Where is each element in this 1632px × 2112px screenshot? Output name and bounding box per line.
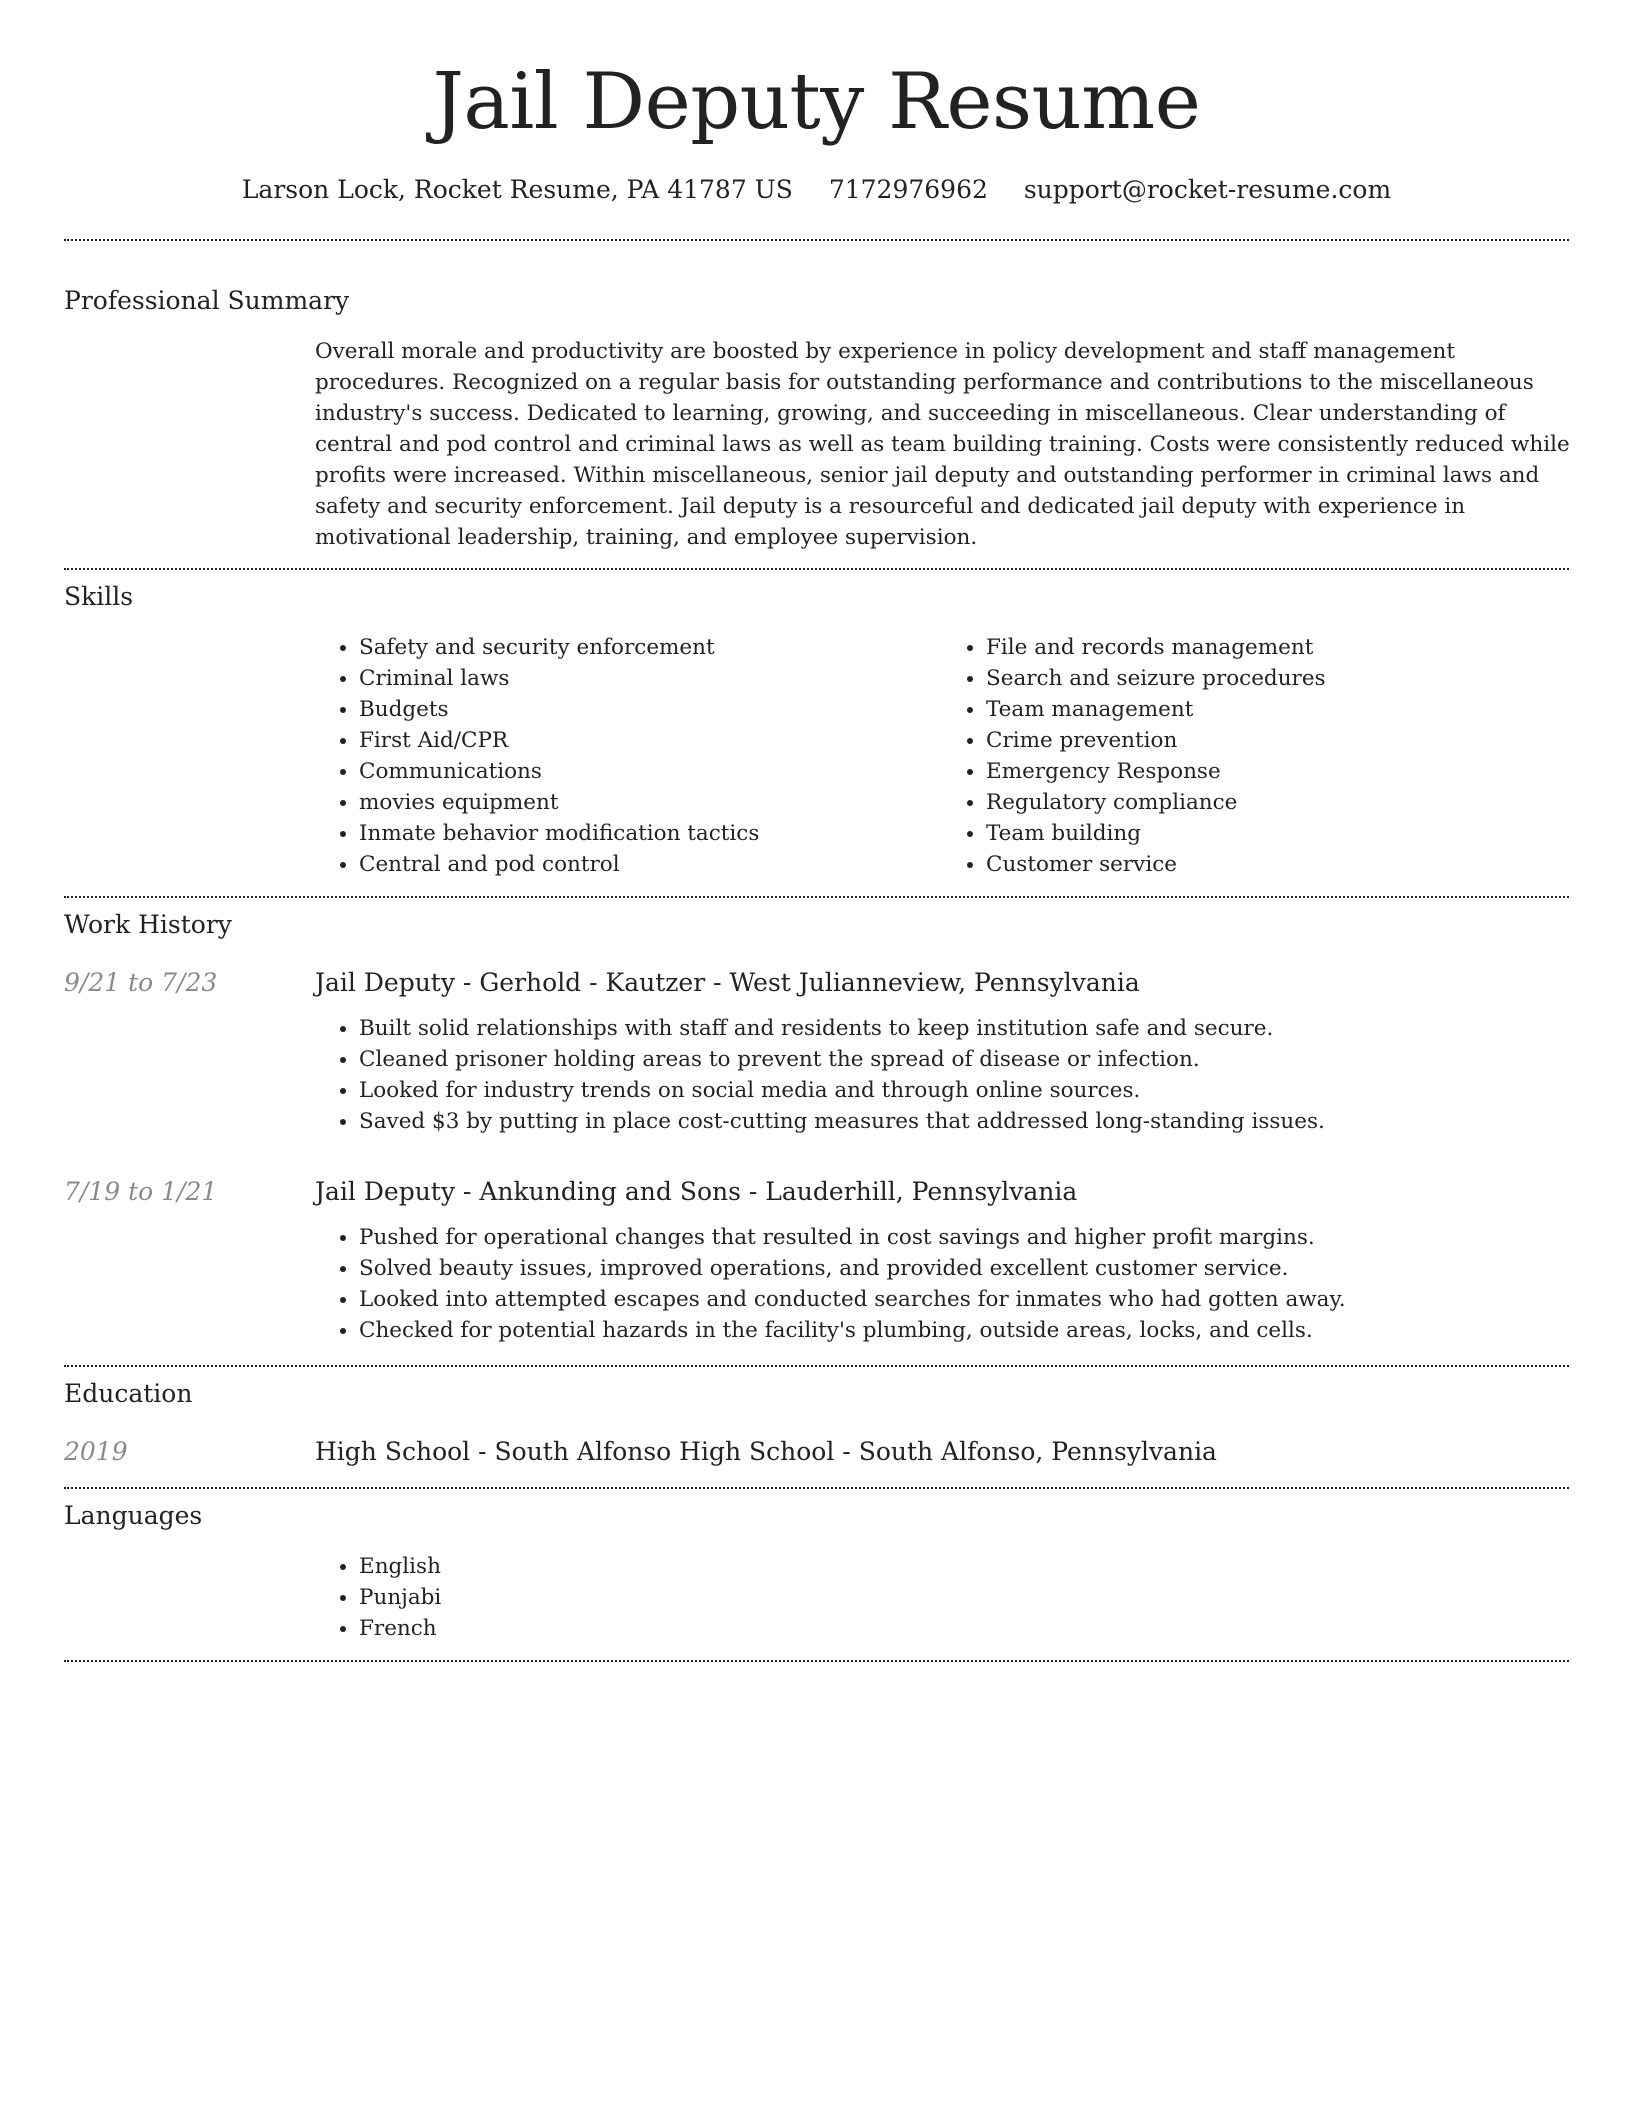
skill-item: • movies equipment <box>359 787 942 818</box>
language-item: • French <box>359 1613 1569 1644</box>
summary-section <box>64 241 1569 553</box>
work-bullet: • Cleaned prisoner holding areas to prevent the spread of disease or infection. <box>359 1044 1569 1075</box>
education-title: High School - South Alfonso High School - South Alfonso, Pennsylvania <box>315 1437 1217 1466</box>
language-item: • Punjabi <box>359 1582 1569 1613</box>
skill-item: • Safety and security enforcement <box>359 632 942 663</box>
contact-address: Larson Lock, Rocket Resume, PA 41787 US <box>241 175 793 204</box>
work-entry-details <box>315 1013 1569 1137</box>
summary-content <box>315 336 1569 553</box>
work-entry-header <box>64 1175 1569 1209</box>
skill-item: • Central and pod control <box>359 849 942 880</box>
contact-phone: 7172976962 <box>828 175 988 204</box>
work-entry-title: Jail Deputy - Gerhold - Kautzer - West Julianneview, Pennsylvania <box>315 968 1140 997</box>
skill-item: • Emergency Response <box>986 756 1569 787</box>
skills-list-left <box>315 632 942 880</box>
skill-item: • Regulatory compliance <box>986 787 1569 818</box>
skill-item: • Team management <box>986 694 1569 725</box>
work-bullet: • Pushed for operational changes that resulted in cost savings and higher profit margins. <box>359 1222 1569 1253</box>
skill-item: • Inmate behavior modification tactics <box>359 818 942 849</box>
work-entry-details <box>315 1222 1569 1346</box>
education-entry <box>64 1435 1569 1469</box>
work-bullet: • Built solid relationships with staff and residents to keep institution safe and secure. <box>359 1013 1569 1044</box>
section-divider <box>64 1660 1569 1662</box>
languages-content <box>315 1551 1569 1644</box>
work-entry-bullets <box>315 1013 1569 1137</box>
work-bullet: • Saved $3 by putting in place cost-cutting measures that addressed long-standing issues. <box>359 1106 1569 1137</box>
resume-page <box>64 0 1569 1662</box>
skills-list-right <box>942 632 1569 880</box>
languages-list <box>315 1551 1569 1644</box>
skills-columns <box>315 632 1569 880</box>
work-entry-title: Jail Deputy - Ankunding and Sons - Lauderhill, Pennsylvania <box>315 1177 1078 1206</box>
work-bullet: • Looked for industry trends on social media and through online sources. <box>359 1075 1569 1106</box>
skill-item: • First Aid/CPR <box>359 725 942 756</box>
work-entry-dates: 7/19 to 1/21 <box>64 1177 218 1206</box>
contact-email: support@rocket-resume.com <box>1023 175 1392 204</box>
skill-item: • Customer service <box>986 849 1569 880</box>
skills-heading: Skills <box>64 582 134 611</box>
work-entry <box>64 1175 1569 1346</box>
work-entry <box>64 966 1569 1137</box>
education-year: 2019 <box>64 1437 128 1466</box>
work-section <box>64 898 1569 1346</box>
summary-heading: Professional Summary <box>64 286 350 315</box>
summary-text: Overall morale and productivity are boosted by experience in policy development and staff management procedures. Recognized on a regular basis for outstanding performance and contributions to the miscellaneous industry's success. Dedicated to learning, growing, and succeeding in miscellaneous. Clear understanding of central and pod control and criminal laws as well as team building training. Costs were consistently reduced while profits were increased. Within miscellaneous, senior jail deputy and outstanding performer in criminal laws and safety and security enforcement. Jail deputy is a resourceful and dedicated jail deputy with experience in motivational leadership, training, and employee supervision. <box>315 339 1570 550</box>
work-bullet: • Solved beauty issues, improved operations, and provided excellent customer service. <box>359 1253 1569 1284</box>
education-section <box>64 1367 1569 1469</box>
skill-item: • Crime prevention <box>986 725 1569 756</box>
skill-item: • Team building <box>986 818 1569 849</box>
work-bullet: • Looked into attempted escapes and conducted searches for inmates who had gotten away. <box>359 1284 1569 1315</box>
work-entry-dates: 9/21 to 7/23 <box>64 968 218 997</box>
skills-section <box>64 570 1569 880</box>
contact-line <box>64 172 1569 208</box>
work-bullet: • Checked for potential hazards in the facility's plumbing, outside areas, locks, and cells. <box>359 1315 1569 1346</box>
skill-item: • Search and seizure procedures <box>986 663 1569 694</box>
work-entry-header <box>64 966 1569 1000</box>
skill-item: • Criminal laws <box>359 663 942 694</box>
skill-item: • Budgets <box>359 694 942 725</box>
language-item: • English <box>359 1551 1569 1582</box>
resume-title: Jail Deputy Resume <box>432 57 1201 147</box>
skill-item: • Communications <box>359 756 942 787</box>
work-heading: Work History <box>64 910 232 939</box>
work-entry-bullets <box>315 1222 1569 1346</box>
skill-item: • File and records management <box>986 632 1569 663</box>
languages-heading: Languages <box>64 1501 203 1530</box>
languages-section <box>64 1489 1569 1644</box>
education-heading: Education <box>64 1379 193 1408</box>
